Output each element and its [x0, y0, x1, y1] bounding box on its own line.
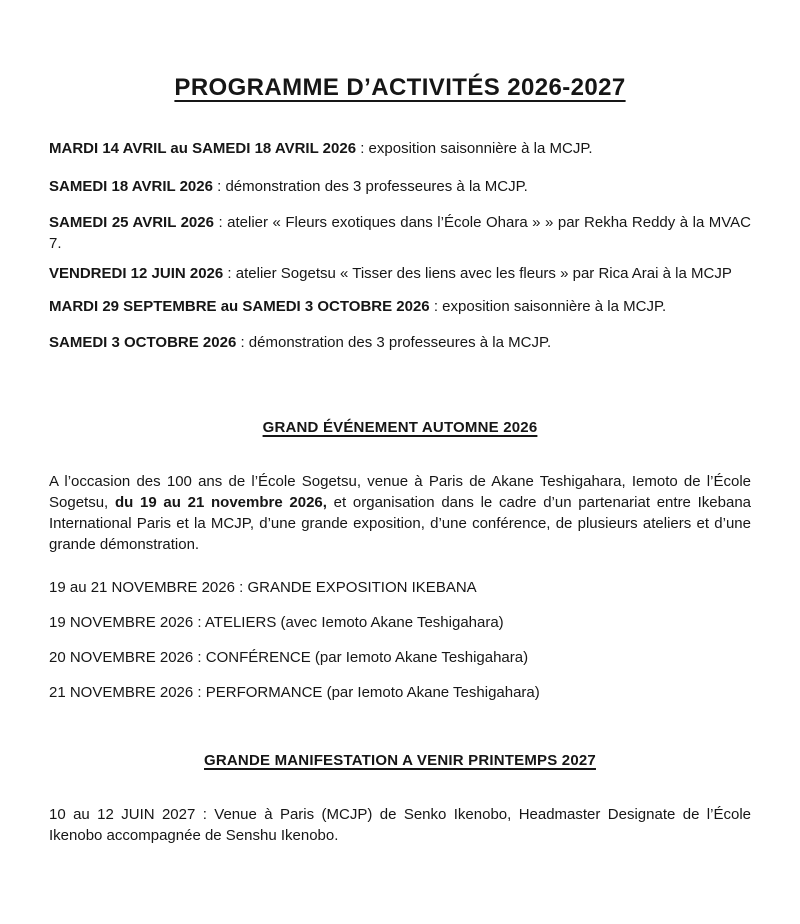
entry-text: atelier Sogetsu « Tisser des liens avec les fleurs » par Rica Arai à la MCJP: [235, 265, 732, 282]
entry-date: MARDI 14 AVRIL au SAMEDI 18 AVRIL 2026: [49, 140, 357, 157]
entry-date: MARDI 29 SEPTEMBRE au SAMEDI 3 OCTOBRE 2026: [49, 298, 430, 315]
schedule-entry: [49, 332, 751, 353]
entry-date: VENDREDI 12 JUIN 2026: [49, 265, 224, 282]
schedule-entry: [49, 212, 751, 254]
entry-date: SAMEDI 3 OCTOBRE 2026: [49, 334, 237, 351]
intro-dates-bold: du 19 au 21 novembre 2026,: [114, 494, 327, 511]
intro-text-before: A l’occasion des 100 ans de l’École Sogetsu, venue à Paris de Akane Teshigahara, Iemoto de l’École Sogetsu,: [49, 473, 751, 511]
entry-text: atelier « Fleurs exotiques dans l’École Ohara » » par Rekha Reddy à la MVAC 7.: [49, 214, 752, 252]
autumn-program-item: 19 au 21 NOVEMBRE 2026 : GRANDE EXPOSITION IKEBANA: [49, 579, 477, 596]
entry-date: SAMEDI 25 AVRIL 2026: [49, 214, 214, 231]
entry-text: démonstration des 3 professeures à la MCJP.: [225, 178, 528, 195]
autumn-program-item: 21 NOVEMBRE 2026 : PERFORMANCE (par Iemoto Akane Teshigahara): [49, 684, 540, 701]
spring-paragraph: 10 au 12 JUIN 2027 : Venue à Paris (MCJP) de Senko Ikenobo, Headmaster Designate de l’École Ikenobo accompagnée de Senshu Ikenobo.: [49, 806, 751, 844]
schedule-entry: [49, 296, 751, 317]
entry-text: exposition saisonnière à la MCJP.: [442, 298, 667, 315]
autumn-section-heading: GRAND ÉVÉNEMENT AUTOMNE 2026: [262, 419, 538, 436]
entry-text: exposition saisonnière à la MCJP.: [368, 140, 593, 157]
autumn-program-item: 20 NOVEMBRE 2026 : CONFÉRENCE (par Iemoto Akane Teshigahara): [49, 649, 529, 666]
schedule-entry: [49, 176, 751, 197]
schedule-entry: [49, 138, 751, 159]
entry-separator: :: [223, 265, 236, 282]
entry-separator: :: [429, 298, 443, 315]
entry-separator: :: [212, 178, 226, 195]
entry-separator: :: [213, 214, 228, 231]
autumn-intro-paragraph: [49, 471, 751, 555]
entry-separator: :: [236, 334, 249, 351]
intro-text-after: et organisation dans le cadre d’un partenariat entre Ikebana International Paris et la MCJP, d’une grande exposition, d’une conférence, de plusieurs ateliers et d’une grande démonstration.: [49, 494, 751, 553]
entry-date: SAMEDI 18 AVRIL 2026: [49, 178, 213, 195]
schedule-entry: [49, 263, 751, 284]
autumn-program-item: 19 NOVEMBRE 2026 : ATELIERS (avec Iemoto Akane Teshigahara): [49, 614, 504, 631]
document-title: PROGRAMME D’ACTIVITÉS 2026-2027: [174, 74, 626, 101]
entry-separator: :: [356, 140, 369, 157]
spring-section-heading: GRANDE MANIFESTATION A VENIR PRINTEMPS 2027: [204, 752, 596, 769]
entry-text: démonstration des 3 professeures à la MCJP.: [248, 334, 552, 351]
